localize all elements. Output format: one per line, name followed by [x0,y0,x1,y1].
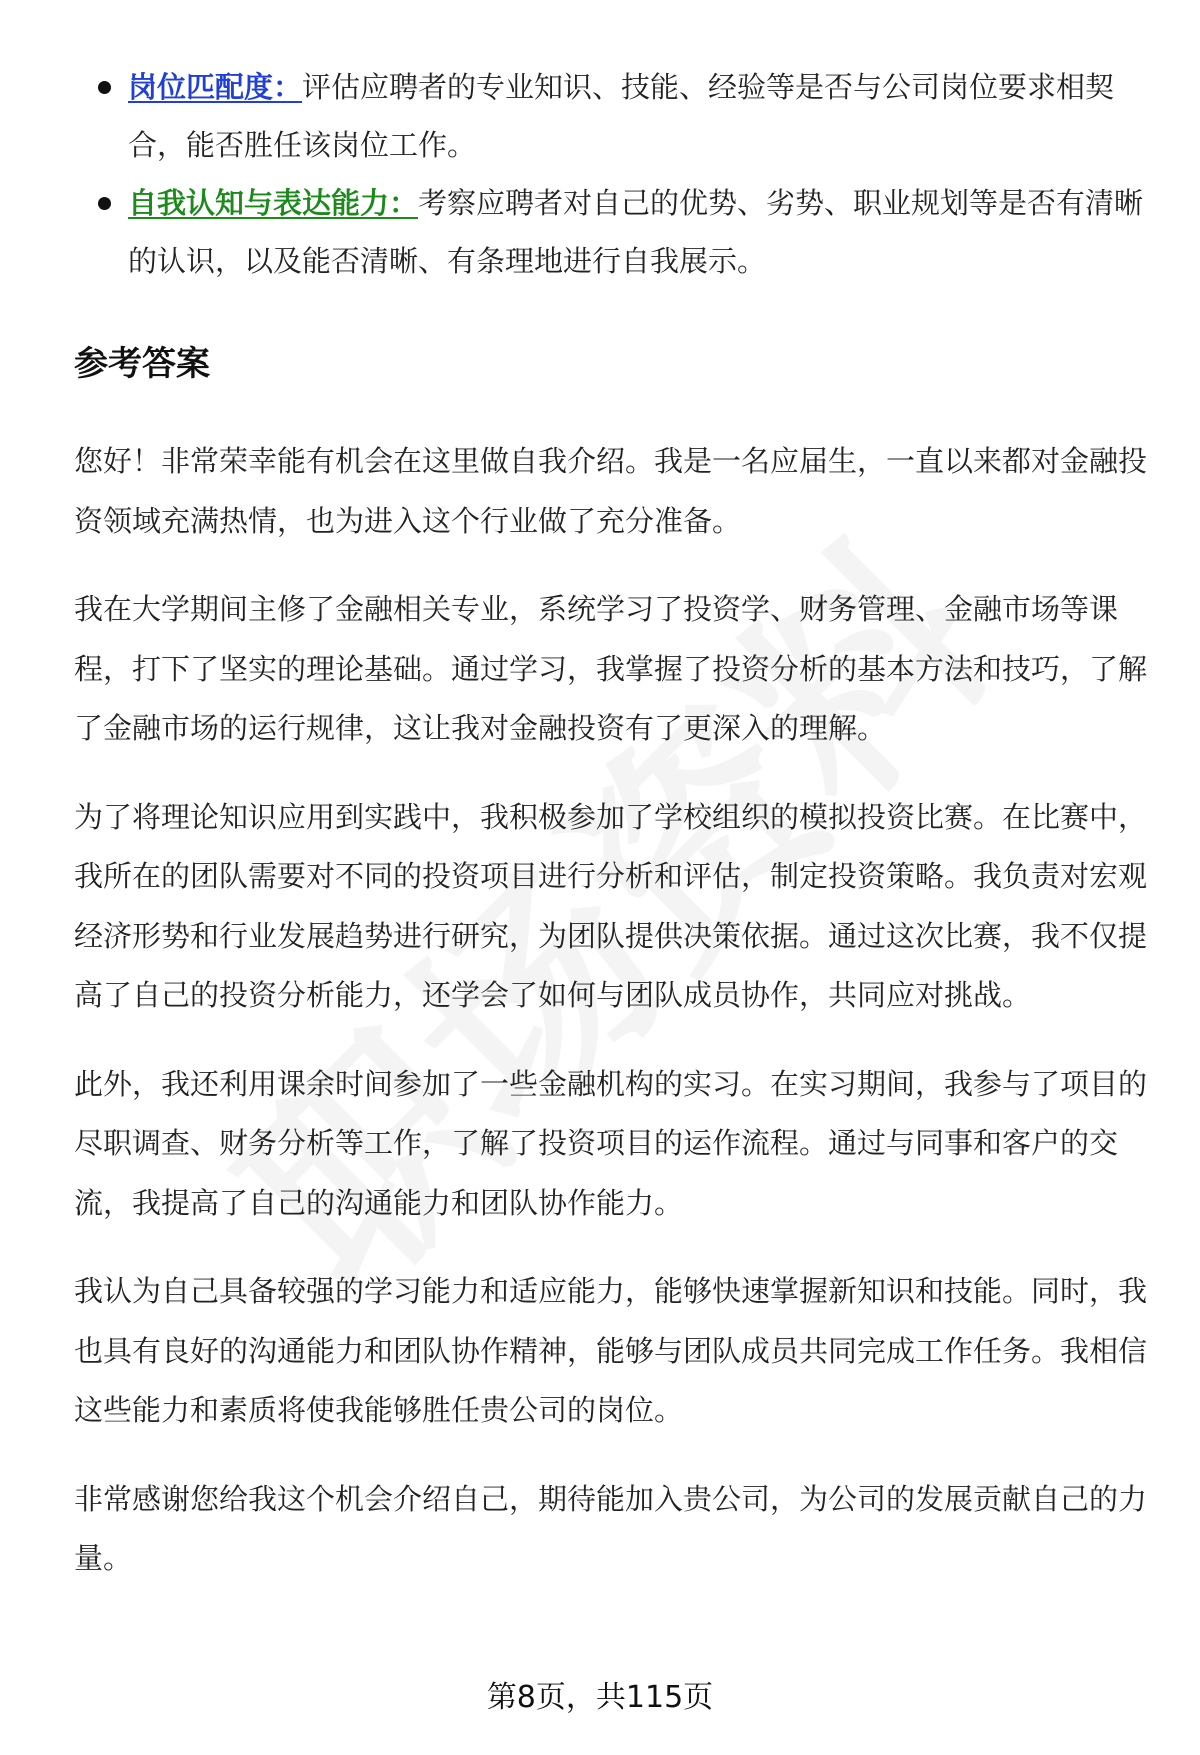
criteria-term: 岗位匹配度： [128,70,303,104]
list-item [74,174,1154,290]
paragraph: 我认为自己具备较强的学习能力和适应能力，能够快速掌握新知识和技能。同时，我也具有良好的沟通能力和团队协作精神，能够与团队成员共同完成工作任务。我相信这些能力和素质将使我能够胜任贵公司的岗位。 [74,1274,1148,1427]
paragraph: 您好！非常荣幸能有机会在这里做自我介绍。我是一名应届生，一直以来都对金融投资领域充满热情，也为进入这个行业做了充分准备。 [74,444,1148,538]
criteria-term: 自我认知与表达能力： [128,186,419,220]
list-item [74,58,1154,174]
paragraph: 为了将理论知识应用到实践中，我积极参加了学校组织的模拟投资比赛。在比赛中，我所在的团队需要对不同的投资项目进行分析和评估，制定投资策略。我负责对宏观经济形势和行业发展趋势进行研究，为团队提供决策依据。通过这次比赛，我不仅提高了自己的投资分析能力，还学会了如何与团队成员协作，共同应对挑战。 [74,799,1148,1012]
paragraph: 此外，我还利用课余时间参加了一些金融机构的实习。在实习期间，我参与了项目的尽职调查、财务分析等工作，了解了投资项目的运作流程。通过与同事和客户的交流，我提高了自己的沟通能力和团队协作能力。 [74,1066,1148,1220]
bullet-dot-icon [98,197,111,210]
criteria-text: 评估应聘者的专业知识、技能、经验等是否与公司岗位要求相契合，能否胜任该岗位工作。 [128,70,1115,162]
criteria-text: 考察应聘者对自己的优势、劣势、职业规划等是否有清晰的认识，以及能否清晰、有条理地进行自我展示。 [128,186,1144,278]
bullet-dot-icon [98,81,111,94]
paragraph: 非常感谢您给我这个机会介绍自己，期待能加入贵公司，为公司的发展贡献自己的力量。 [74,1481,1148,1575]
criteria-list [74,58,1154,290]
paragraph: 我在大学期间主修了金融相关专业，系统学习了投资学、财务管理、金融市场等课程，打下了坚实的理论基础。通过学习，我掌握了投资分析的基本方法和技巧，了解了金融市场的运行规律，这让我对金融投资有了更深入的理解。 [74,592,1148,745]
page-number: 第8页，共115页 [486,1680,714,1715]
section-heading: 参考答案 [74,344,210,384]
answer-body [74,432,1154,1618]
